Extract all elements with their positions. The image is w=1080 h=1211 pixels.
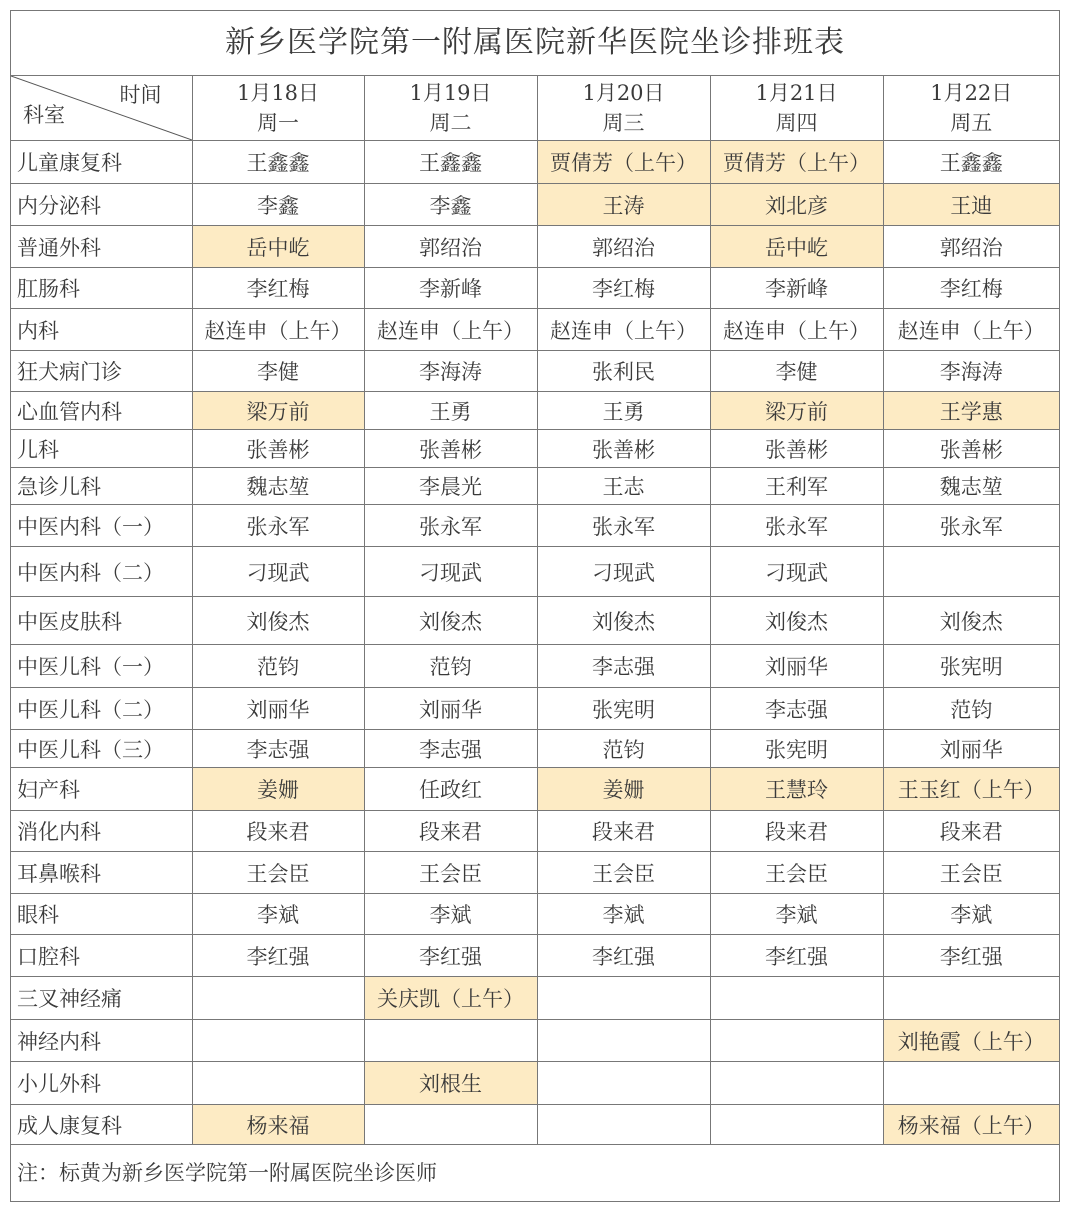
doctor-cell: 李海涛 bbox=[883, 351, 1059, 392]
doctor-cell: 李新峰 bbox=[364, 268, 537, 309]
table-row bbox=[11, 1062, 1059, 1105]
day-date: 1月18日 bbox=[236, 81, 320, 105]
table-row bbox=[11, 309, 1059, 351]
doctor-cell: 李志强 bbox=[710, 688, 883, 730]
dept-cell: 成人康复科 bbox=[11, 1105, 192, 1145]
doctor-cell bbox=[192, 1020, 364, 1062]
dept-cell: 妇产科 bbox=[11, 768, 192, 811]
doctor-cell: 张善彬 bbox=[537, 430, 710, 468]
table-row bbox=[11, 392, 1059, 430]
doctor-cell: 贾倩芳（上午） bbox=[537, 141, 710, 184]
doctor-cell: 李鑫 bbox=[364, 184, 537, 226]
doctor-cell: 郭绍治 bbox=[364, 226, 537, 268]
doctor-cell: 范钧 bbox=[883, 688, 1059, 730]
doctor-cell: 段来君 bbox=[364, 811, 537, 852]
table-row bbox=[11, 1105, 1059, 1145]
table-row bbox=[11, 184, 1059, 226]
doctor-cell: 刘丽华 bbox=[710, 645, 883, 688]
doctor-cell: 李志强 bbox=[192, 730, 364, 768]
doctor-cell: 李鑫 bbox=[192, 184, 364, 226]
dept-cell: 中医内科（一） bbox=[11, 505, 192, 547]
doctor-cell: 李红梅 bbox=[883, 268, 1059, 309]
doctor-cell: 段来君 bbox=[537, 811, 710, 852]
table-row bbox=[11, 852, 1059, 894]
doctor-cell: 王会臣 bbox=[537, 852, 710, 894]
doctor-cell: 王迪 bbox=[883, 184, 1059, 226]
table-row bbox=[11, 645, 1059, 688]
doctor-cell: 李红梅 bbox=[537, 268, 710, 309]
doctor-cell: 张宪明 bbox=[710, 730, 883, 768]
table-row bbox=[11, 811, 1059, 852]
doctor-cell bbox=[883, 1062, 1059, 1105]
doctor-cell bbox=[710, 1105, 883, 1145]
day-date: 1月21日 bbox=[755, 81, 838, 105]
dept-cell: 中医儿科（一） bbox=[11, 645, 192, 688]
dept-cell: 耳鼻喉科 bbox=[11, 852, 192, 894]
doctor-cell: 李志强 bbox=[537, 645, 710, 688]
table-row bbox=[11, 505, 1059, 547]
page-title: 新乡医学院第一附属医院新华医院坐诊排班表 bbox=[11, 11, 1059, 76]
doctor-cell bbox=[710, 1062, 883, 1105]
doctor-cell: 刘丽华 bbox=[883, 730, 1059, 768]
table-row bbox=[11, 268, 1059, 309]
doctor-cell: 李斌 bbox=[883, 894, 1059, 935]
dept-cell: 消化内科 bbox=[11, 811, 192, 852]
doctor-cell: 姜姗 bbox=[537, 768, 710, 811]
day-weekday: 周二 bbox=[429, 111, 472, 135]
dept-cell: 内分泌科 bbox=[11, 184, 192, 226]
table-row bbox=[11, 430, 1059, 468]
doctor-cell: 张宪明 bbox=[537, 688, 710, 730]
doctor-cell: 刁现武 bbox=[537, 547, 710, 597]
doctor-cell: 范钧 bbox=[364, 645, 537, 688]
doctor-cell: 王鑫鑫 bbox=[364, 141, 537, 184]
table-row bbox=[11, 226, 1059, 268]
day-weekday: 周一 bbox=[257, 111, 299, 135]
table-row bbox=[11, 547, 1059, 597]
doctor-cell: 刘丽华 bbox=[364, 688, 537, 730]
doctor-cell: 刁现武 bbox=[364, 547, 537, 597]
day-header bbox=[192, 76, 364, 141]
doctor-cell bbox=[883, 547, 1059, 597]
doctor-cell: 梁万前 bbox=[192, 392, 364, 430]
doctor-cell bbox=[537, 1105, 710, 1145]
dept-cell: 神经内科 bbox=[11, 1020, 192, 1062]
corner-cell bbox=[11, 76, 192, 141]
doctor-cell: 杨来福 bbox=[192, 1105, 364, 1145]
doctor-cell bbox=[537, 1020, 710, 1062]
table-row bbox=[11, 730, 1059, 768]
doctor-cell: 刁现武 bbox=[710, 547, 883, 597]
doctor-cell: 王会臣 bbox=[710, 852, 883, 894]
doctor-cell: 郭绍治 bbox=[883, 226, 1059, 268]
doctor-cell: 赵连申（上午） bbox=[537, 309, 710, 351]
doctor-cell: 岳中屹 bbox=[192, 226, 364, 268]
table-row bbox=[11, 768, 1059, 811]
day-date: 1月19日 bbox=[409, 81, 492, 105]
doctor-cell: 赵连申（上午） bbox=[710, 309, 883, 351]
doctor-cell: 王鑫鑫 bbox=[192, 141, 364, 184]
doctor-cell: 张善彬 bbox=[710, 430, 883, 468]
doctor-cell: 李斌 bbox=[710, 894, 883, 935]
schedule-sheet bbox=[10, 10, 1060, 1202]
day-header bbox=[710, 76, 883, 141]
doctor-cell: 刘俊杰 bbox=[192, 597, 364, 645]
dept-cell: 中医皮肤科 bbox=[11, 597, 192, 645]
doctor-cell bbox=[192, 1062, 364, 1105]
dept-cell: 急诊儿科 bbox=[11, 468, 192, 505]
dept-cell: 普通外科 bbox=[11, 226, 192, 268]
dept-cell: 肛肠科 bbox=[11, 268, 192, 309]
doctor-cell: 李海涛 bbox=[364, 351, 537, 392]
day-header bbox=[364, 76, 537, 141]
day-date: 1月22日 bbox=[930, 81, 1013, 105]
doctor-cell bbox=[710, 977, 883, 1020]
doctor-cell: 段来君 bbox=[710, 811, 883, 852]
table-row bbox=[11, 894, 1059, 935]
doctor-cell: 王会臣 bbox=[192, 852, 364, 894]
dept-cell: 儿科 bbox=[11, 430, 192, 468]
doctor-cell: 李新峰 bbox=[710, 268, 883, 309]
table-row bbox=[11, 977, 1059, 1020]
doctor-cell: 任政红 bbox=[364, 768, 537, 811]
doctor-cell: 刘俊杰 bbox=[883, 597, 1059, 645]
doctor-cell: 李健 bbox=[192, 351, 364, 392]
doctor-cell: 贾倩芳（上午） bbox=[710, 141, 883, 184]
doctor-cell: 张永军 bbox=[364, 505, 537, 547]
doctor-cell: 李红强 bbox=[710, 935, 883, 977]
day-date: 1月20日 bbox=[582, 81, 665, 105]
doctor-cell: 王志 bbox=[537, 468, 710, 505]
doctor-cell: 王会臣 bbox=[883, 852, 1059, 894]
doctor-cell: 张永军 bbox=[537, 505, 710, 547]
doctor-cell: 刘俊杰 bbox=[710, 597, 883, 645]
dept-cell: 三叉神经痛 bbox=[11, 977, 192, 1020]
table-row bbox=[11, 597, 1059, 645]
doctor-cell: 王勇 bbox=[364, 392, 537, 430]
doctor-cell: 范钧 bbox=[192, 645, 364, 688]
doctor-cell: 刘丽华 bbox=[192, 688, 364, 730]
dept-cell: 狂犬病门诊 bbox=[11, 351, 192, 392]
doctor-cell: 王勇 bbox=[537, 392, 710, 430]
doctor-cell: 王利军 bbox=[710, 468, 883, 505]
doctor-cell bbox=[537, 1062, 710, 1105]
doctor-cell: 张宪明 bbox=[883, 645, 1059, 688]
dept-cell: 中医儿科（二） bbox=[11, 688, 192, 730]
doctor-cell: 杨来福（上午） bbox=[883, 1105, 1059, 1145]
doctor-cell: 刘俊杰 bbox=[537, 597, 710, 645]
dept-cell: 中医儿科（三） bbox=[11, 730, 192, 768]
doctor-cell: 王会臣 bbox=[364, 852, 537, 894]
doctor-cell bbox=[364, 1105, 537, 1145]
day-header bbox=[883, 76, 1059, 141]
table-row bbox=[11, 935, 1059, 977]
table-row bbox=[11, 351, 1059, 392]
doctor-cell: 李红强 bbox=[537, 935, 710, 977]
doctor-cell: 岳中屹 bbox=[710, 226, 883, 268]
doctor-cell: 李红梅 bbox=[192, 268, 364, 309]
day-weekday: 周三 bbox=[602, 111, 645, 135]
doctor-cell: 李晨光 bbox=[364, 468, 537, 505]
table-row bbox=[11, 688, 1059, 730]
doctor-cell: 张善彬 bbox=[364, 430, 537, 468]
doctor-cell: 魏志堃 bbox=[883, 468, 1059, 505]
doctor-cell: 李志强 bbox=[364, 730, 537, 768]
dept-cell: 内科 bbox=[11, 309, 192, 351]
dept-cell: 口腔科 bbox=[11, 935, 192, 977]
doctor-cell: 张利民 bbox=[537, 351, 710, 392]
time-label: 时间 bbox=[119, 83, 162, 107]
doctor-cell: 郭绍治 bbox=[537, 226, 710, 268]
doctor-cell: 王慧玲 bbox=[710, 768, 883, 811]
doctor-cell: 赵连申（上午） bbox=[192, 309, 364, 351]
doctor-cell: 范钧 bbox=[537, 730, 710, 768]
doctor-cell: 梁万前 bbox=[710, 392, 883, 430]
doctor-cell: 李红强 bbox=[364, 935, 537, 977]
doctor-cell: 张永军 bbox=[883, 505, 1059, 547]
day-weekday: 周四 bbox=[775, 111, 818, 135]
doctor-cell: 李红强 bbox=[192, 935, 364, 977]
doctor-cell: 刘北彦 bbox=[710, 184, 883, 226]
doctor-cell: 赵连申（上午） bbox=[364, 309, 537, 351]
doctor-cell: 张永军 bbox=[710, 505, 883, 547]
doctor-cell: 王涛 bbox=[537, 184, 710, 226]
table-row bbox=[11, 1020, 1059, 1062]
dept-cell: 小儿外科 bbox=[11, 1062, 192, 1105]
doctor-cell: 刘根生 bbox=[364, 1062, 537, 1105]
doctor-cell: 张善彬 bbox=[883, 430, 1059, 468]
header-row bbox=[11, 76, 1059, 141]
dept-label: 科室 bbox=[23, 103, 65, 127]
doctor-cell: 刁现武 bbox=[192, 547, 364, 597]
doctor-cell: 李红强 bbox=[883, 935, 1059, 977]
doctor-cell bbox=[192, 977, 364, 1020]
doctor-cell: 王鑫鑫 bbox=[883, 141, 1059, 184]
dept-cell: 儿童康复科 bbox=[11, 141, 192, 184]
doctor-cell: 刘俊杰 bbox=[364, 597, 537, 645]
doctor-cell bbox=[883, 977, 1059, 1020]
day-weekday: 周五 bbox=[950, 111, 993, 135]
table-row bbox=[11, 141, 1059, 184]
doctor-cell: 赵连申（上午） bbox=[883, 309, 1059, 351]
doctor-cell: 张善彬 bbox=[192, 430, 364, 468]
doctor-cell: 李健 bbox=[710, 351, 883, 392]
dept-cell: 心血管内科 bbox=[11, 392, 192, 430]
doctor-cell: 魏志堃 bbox=[192, 468, 364, 505]
doctor-cell: 李斌 bbox=[537, 894, 710, 935]
day-header bbox=[537, 76, 710, 141]
dept-cell: 中医内科（二） bbox=[11, 547, 192, 597]
doctor-cell bbox=[537, 977, 710, 1020]
doctor-cell: 关庆凯（上午） bbox=[364, 977, 537, 1020]
schedule-table bbox=[11, 76, 1059, 1145]
doctor-cell: 李斌 bbox=[192, 894, 364, 935]
table-row bbox=[11, 468, 1059, 505]
doctor-cell: 张永军 bbox=[192, 505, 364, 547]
doctor-cell: 李斌 bbox=[364, 894, 537, 935]
doctor-cell: 段来君 bbox=[192, 811, 364, 852]
footnote: 注：标黄为新乡医学院第一附属医院坐诊医师 bbox=[17, 1161, 437, 1185]
doctor-cell: 刘艳霞（上午） bbox=[883, 1020, 1059, 1062]
doctor-cell: 王学惠 bbox=[883, 392, 1059, 430]
dept-cell: 眼科 bbox=[11, 894, 192, 935]
doctor-cell: 段来君 bbox=[883, 811, 1059, 852]
doctor-cell: 姜姗 bbox=[192, 768, 364, 811]
doctor-cell bbox=[364, 1020, 537, 1062]
doctor-cell: 王玉红（上午） bbox=[883, 768, 1059, 811]
doctor-cell bbox=[710, 1020, 883, 1062]
